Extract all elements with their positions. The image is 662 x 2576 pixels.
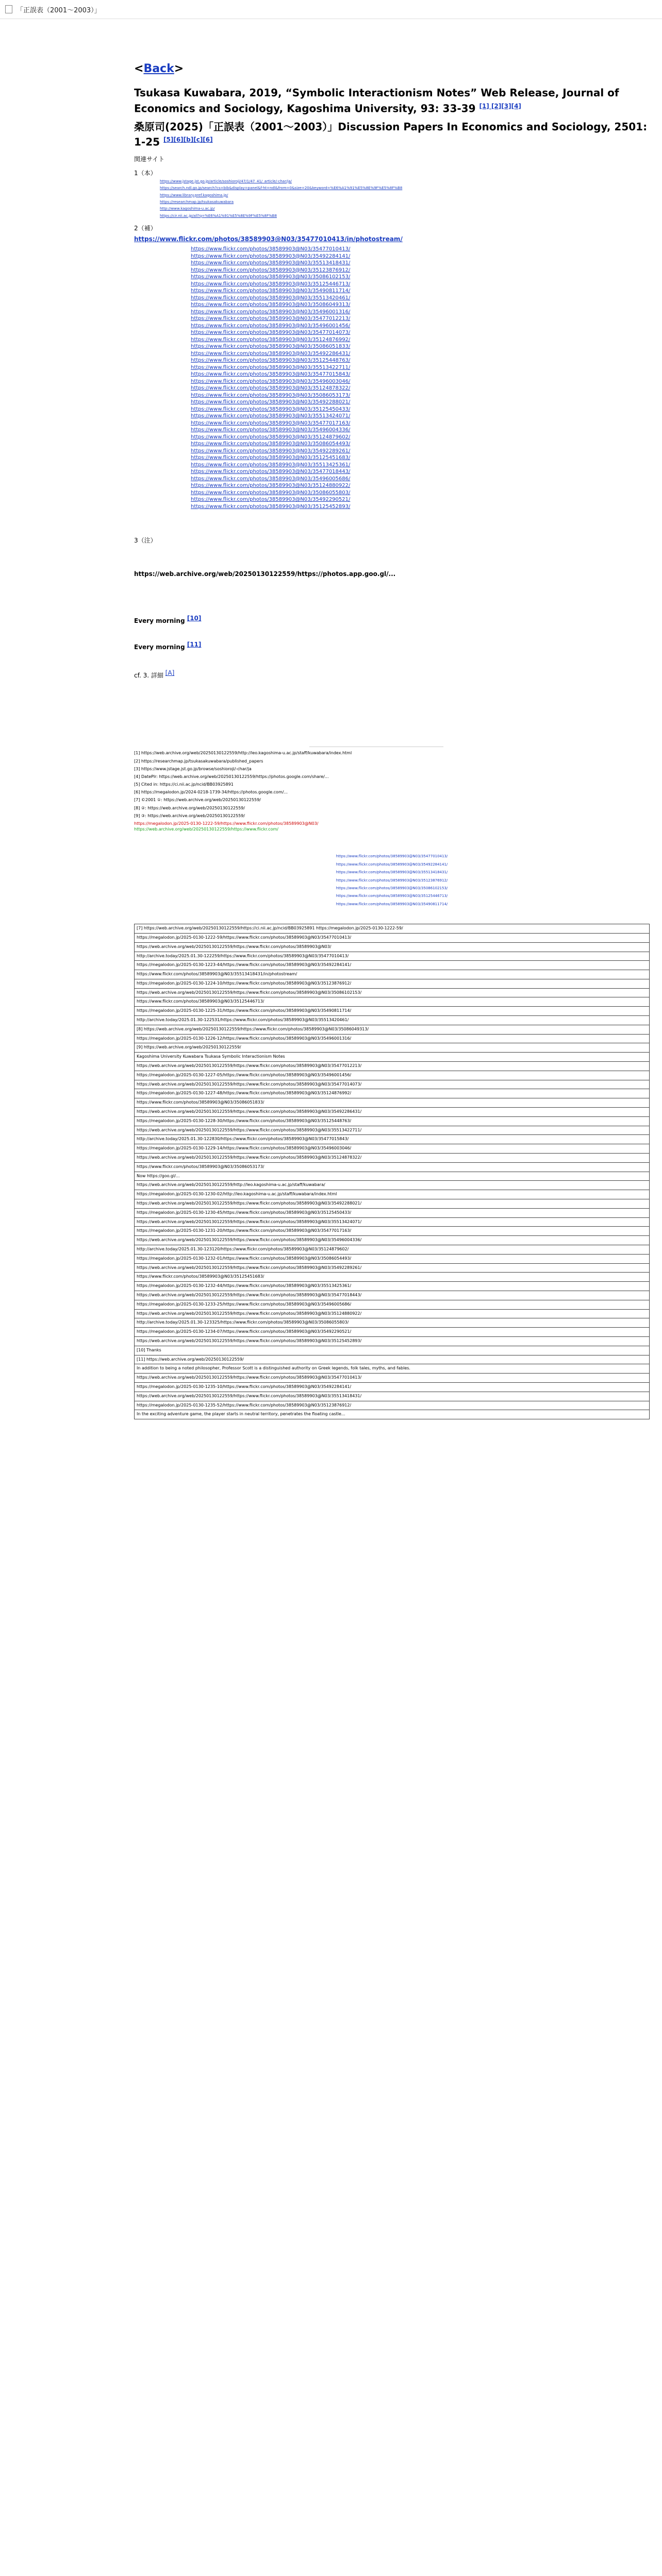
table-cell[interactable]: https://www.flickr.com/photos/38589903@N03/35086051833/ [135, 1098, 650, 1108]
table-row [135, 1217, 650, 1227]
table-row [135, 933, 650, 942]
table-row [135, 1172, 650, 1181]
table-row [135, 1410, 650, 1419]
flickr-item [191, 392, 650, 399]
table-row [135, 1071, 650, 1080]
flickr-item-link[interactable]: https://www.flickr.com/photos/38589903@N03/35086053173/ [191, 392, 351, 398]
flickr-item [191, 482, 650, 489]
table-row [135, 924, 650, 934]
flickr-item [191, 448, 650, 455]
table-cell[interactable]: https://web.archive.org/web/20250130122559/https://www.flickr.com/photos/38589903@N03/35513422711/ [135, 1126, 650, 1135]
reference-line[interactable]: [6] https://megalodon.jp/2024-0218-1739-34/https://photos.google.com/... [134, 790, 288, 795]
center-line[interactable]: https://www.flickr.com/photos/38589903@N03/35513418431/ [336, 870, 448, 875]
section-3-label: 3（注） [134, 537, 157, 545]
flickr-item [191, 434, 650, 441]
table-cell[interactable]: https://megalodon.jp/2025-0130-1232-01/https://www.flickr.com/photos/38589903@N03/35086054493/ [135, 1254, 650, 1263]
table-row [135, 979, 650, 988]
flickr-item-link[interactable]: https://www.flickr.com/photos/38589903@N03/35477018443/ [191, 469, 351, 475]
table-row [135, 1025, 650, 1034]
center-line[interactable]: https://www.flickr.com/photos/38589903@N03/35490811714/ [336, 902, 448, 906]
browser-tab-bar [0, 0, 662, 19]
reference-line[interactable]: [7] ©2001 ①: https://web.archive.org/web/20250130122559/ [134, 798, 261, 803]
table-row [135, 1080, 650, 1089]
flickr-item-link[interactable]: https://www.flickr.com/photos/38589903@N03/35477015843/ [191, 371, 351, 378]
table-cell[interactable]: https://web.archive.org/web/20250130122559/https://www.flickr.com/photos/38589903@N03/35124880922/ [135, 1309, 650, 1318]
table-row [135, 1108, 650, 1117]
table-cell[interactable]: https://web.archive.org/web/20250130122559/https://www.flickr.com/photos/38589903@N03/35477012213/ [135, 1062, 650, 1071]
flickr-item-link[interactable]: https://www.flickr.com/photos/38589903@N03/35513420461/ [191, 295, 351, 301]
table-cell[interactable]: https://megalodon.jp/2025-0130-1225-31/https://www.flickr.com/photos/38589903@N03/35490811714/ [135, 1007, 650, 1016]
section-2-label: 2（補） [134, 225, 157, 232]
table-cell[interactable]: https://megalodon.jp/2025-0130-1226-12/https://www.flickr.com/photos/38589903@N03/35496001316/ [135, 1034, 650, 1043]
table-cell[interactable]: http://archive.today/2025.01.30-122259/https://www.flickr.com/photos/38589903@N03/35477010413/ [135, 952, 650, 961]
center-line[interactable]: https://www.flickr.com/photos/38589903@N03/35125446713/ [336, 894, 448, 899]
table-row [135, 1089, 650, 1098]
flickr-item-link[interactable]: https://www.flickr.com/photos/38589903@N03/35490811714/ [191, 288, 351, 294]
archive-bold-line: https://web.archive.org/web/20250130122559/https://photos.app.goo.gl/... [134, 570, 396, 578]
table-cell[interactable]: [7] https://web.archive.org/web/20250130122559/https://ci.nii.ac.jp/ncid/BB03925891 https://megalodon.jp/2025-0130-1222-59/ [135, 924, 650, 934]
table-cell[interactable]: https://megalodon.jp/2025-0130-1222-59/https://www.flickr.com/photos/38589903@N03/35477010413/ [135, 933, 650, 942]
table-cell[interactable]: https://megalodon.jp/2025-0130-1227-48/https://www.flickr.com/photos/38589903@N03/35124876992/ [135, 1089, 650, 1098]
table-row [135, 1254, 650, 1263]
table-cell[interactable]: http://archive.today/2025.01.30-122531/https://www.flickr.com/photos/38589903@N03/35513420461/ [135, 1016, 650, 1025]
flickr-item [191, 420, 650, 427]
table-row [135, 1208, 650, 1217]
table-cell[interactable]: https://web.archive.org/web/20250130122559/https://www.flickr.com/photos/38589903@N03/35513418431/ [135, 1392, 650, 1401]
table-cell[interactable]: https://web.archive.org/web/20250130122559/https://www.flickr.com/photos/38589903@N03/35492286431/ [135, 1108, 650, 1117]
table-cell[interactable]: https://web.archive.org/web/20250130122559/https://www.flickr.com/photos/38589903@N03/35492288021/ [135, 1199, 650, 1209]
flickr-item [191, 454, 650, 462]
table-cell[interactable]: https://web.archive.org/web/20250130122559/https://www.flickr.com/photos/38589903@N03/35513424071/ [135, 1217, 650, 1227]
table-cell[interactable]: https://web.archive.org/web/20250130122559/http://leo.kagoshima-u.ac.jp/staff/kuwabara/ [135, 1181, 650, 1190]
table-row [135, 1154, 650, 1163]
flickr-item-link[interactable]: https://www.flickr.com/photos/38589903@N03/35513424071/ [191, 413, 351, 419]
table-cell[interactable]: https://megalodon.jp/2025-0130-1234-07/https://www.flickr.com/photos/38589903@N03/35492290521/ [135, 1328, 650, 1337]
document-page [134, 19, 650, 1419]
flickr-item-link[interactable]: https://www.flickr.com/photos/38589903@N03/35125446713/ [191, 281, 351, 287]
table-row [135, 1318, 650, 1328]
green-reference-line: https://web.archive.org/web/20250130122559/https://www.flickr.com/ [134, 827, 278, 832]
table-row [135, 997, 650, 1007]
table-cell[interactable]: https://web.archive.org/web/20250130122559/https://www.flickr.com/photos/38589903@N03/35086102153/ [135, 988, 650, 997]
every-morning-1-ref[interactable]: [10] [187, 615, 202, 622]
table-cell[interactable]: https://web.archive.org/web/20250130122559/https://www.flickr.com/photos/38589903@N03/ [135, 942, 650, 952]
table-cell[interactable]: https://web.archive.org/web/20250130122559/https://www.flickr.com/photos/38589903@N03/35496004336/ [135, 1236, 650, 1245]
table-cell[interactable]: In addition to being a noted philosopher, Professor Scott is a distinguished authority on Greek legends, folk tales, myths, and fables. [135, 1364, 650, 1374]
reference-line[interactable]: [3] https://www.jstage.jst.go.jp/browse/soshioroji/-char/ja [134, 766, 252, 771]
flickr-item [191, 246, 650, 253]
title-english [134, 87, 650, 115]
table-cell[interactable]: Now https://goo.gl/... [135, 1172, 650, 1181]
section-1-item [160, 193, 449, 198]
table-row [135, 1346, 650, 1355]
flickr-item [191, 427, 650, 434]
flickr-item-link[interactable]: https://www.flickr.com/photos/38589903@N03/35124878322/ [191, 385, 351, 392]
flickr-item [191, 364, 650, 371]
center-line[interactable]: https://www.flickr.com/photos/38589903@N03/35477010413/ [336, 854, 448, 859]
flickr-item-link[interactable]: https://www.flickr.com/photos/38589903@N03/35086055803/ [191, 489, 351, 496]
section-1-item [160, 179, 449, 184]
flickr-item [191, 315, 650, 323]
flickr-item-link[interactable]: https://www.flickr.com/photos/38589903@N03/35492289261/ [191, 448, 351, 454]
table-cell[interactable]: https://web.archive.org/web/20250130122559/https://www.flickr.com/photos/38589903@N03/35477010413/ [135, 1374, 650, 1383]
table-cell[interactable]: https://megalodon.jp/2025-0130-1232-44/https://www.flickr.com/photos/38589903@N03/35513425361/ [135, 1282, 650, 1291]
flickr-item [191, 336, 650, 344]
reference-line[interactable]: [9] ③: https://web.archive.org/web/20250130122559/ [134, 813, 245, 818]
flickr-item [191, 462, 650, 469]
flickr-item [191, 343, 650, 350]
flickr-item-link[interactable]: https://www.flickr.com/photos/38589903@N03/35477010413/ [191, 246, 351, 252]
flickr-item-link[interactable]: https://www.flickr.com/photos/38589903@N03/35492284141/ [191, 253, 351, 259]
table-cell[interactable]: https://megalodon.jp/2025-0130-1223-44/https://www.flickr.com/photos/38589903@N03/35492284141/ [135, 961, 650, 970]
flickr-item [191, 301, 650, 309]
section-1-item [160, 200, 449, 205]
every-morning-2-text: Every morning [134, 643, 185, 651]
flickr-item-link[interactable]: https://www.flickr.com/photos/38589903@N03/35492286431/ [191, 350, 351, 357]
flickr-item [191, 323, 650, 330]
flickr-item-link[interactable]: https://www.flickr.com/photos/38589903@N03/35513418431/ [191, 260, 351, 266]
every-morning-1-text: Every morning [134, 617, 185, 625]
flickr-item-link[interactable]: https://www.flickr.com/photos/38589903@N03/35513422711/ [191, 364, 351, 370]
table-row [135, 1374, 650, 1383]
table-row [135, 1300, 650, 1309]
table-row [135, 1273, 650, 1282]
flickr-item-link[interactable]: https://www.flickr.com/photos/38589903@N03/35125448763/ [191, 358, 351, 364]
table-cell[interactable]: https://megalodon.jp/2025-0130-1229-14/https://www.flickr.com/photos/38589903@N03/35496003046/ [135, 1144, 650, 1154]
title-english-refs[interactable]: [1] [2][3][4] [479, 102, 521, 110]
section-1-item-link[interactable]: https://www.jstage.jst.go.jp/article/soshioroji/47/1/47_41/_article/-char/ja/ [160, 179, 292, 183]
table-row [135, 1098, 650, 1108]
title-japanese-text: 桑原司(2025)「正誤表（2001〜2003）」Discussion Papers In Economics and Sociology, 2501: 1-25 [134, 120, 648, 149]
table-row [135, 1263, 650, 1273]
flickr-item [191, 267, 650, 274]
flickr-item-link[interactable]: https://www.flickr.com/photos/38589903@N03/35086102153/ [191, 274, 351, 280]
table-row [135, 1062, 650, 1071]
flickr-item [191, 371, 650, 378]
center-line[interactable]: https://www.flickr.com/photos/38589903@N03/35123876912/ [336, 878, 448, 883]
section-1-item [160, 214, 449, 218]
table-cell[interactable]: https://web.archive.org/web/20250130122559/https://www.flickr.com/photos/38589903@N03/35477018443/ [135, 1291, 650, 1300]
flickr-item [191, 413, 650, 420]
table-cell[interactable]: https://megalodon.jp/2025-0130-1235-10/https://www.flickr.com/photos/38589903@N03/35492284141/ [135, 1382, 650, 1392]
table-cell[interactable]: https://www.flickr.com/photos/38589903@N03/35513418431/in/photostream/ [135, 970, 650, 979]
table-row [135, 1016, 650, 1025]
table-row [135, 1043, 650, 1053]
cf-line [134, 669, 650, 680]
flickr-item [191, 468, 650, 476]
table-cell[interactable]: http://archive.today/2025.01.30-123325/https://www.flickr.com/photos/38589903@N03/35086055803/ [135, 1318, 650, 1328]
flickr-item [191, 350, 650, 358]
flickr-item [191, 295, 650, 302]
table-cell[interactable]: https://megalodon.jp/2025-0130-1224-10/https://www.flickr.com/photos/38589903@N03/35123876912/ [135, 979, 650, 988]
flickr-item-link[interactable]: https://www.flickr.com/photos/38589903@N03/35513425361/ [191, 462, 351, 468]
table-cell[interactable]: https://web.archive.org/web/20250130122559/https://www.flickr.com/photos/38589903@N03/35125452893/ [135, 1336, 650, 1346]
table-row [135, 970, 650, 979]
flickr-item [191, 399, 650, 406]
table-cell[interactable]: https://www.flickr.com/photos/38589903@N03/35125446713/ [135, 997, 650, 1007]
flickr-item-link[interactable]: https://www.flickr.com/photos/38589903@N03/35496005686/ [191, 476, 351, 482]
section-1-item [160, 207, 449, 211]
table-cell[interactable]: In the exciting adventure game, the player starts in neutral territory, penetrates the floating castle... [135, 1410, 650, 1419]
flickr-item [191, 274, 650, 281]
flickr-item-link[interactable]: https://www.flickr.com/photos/38589903@N03/35124876992/ [191, 336, 351, 343]
section-1-link-list [134, 179, 449, 219]
table-row [135, 961, 650, 970]
flickr-item [191, 378, 650, 385]
cf-line-text: cf. 3. 詳細 [134, 672, 163, 680]
title-japanese [134, 121, 650, 149]
reference-line[interactable]: [4] DatePlr: https://web.archive.org/web/20250130122559/https://photos.google.com/share/... [134, 774, 329, 779]
cf-line-ref[interactable]: [A] [165, 669, 175, 677]
section-1-item-link[interactable]: https://search.ndl.go.jp/search?cs=bib&display=panel&f-ht=ndl&from=0&size=20&keyword=%E6%A1%91%E5%8E%9F%E5%8F%B8 [160, 186, 403, 191]
flickr-item-link[interactable]: https://www.flickr.com/photos/38589903@N03/35496004336/ [191, 427, 351, 433]
center-line[interactable]: https://www.flickr.com/photos/38589903@N03/35492284141/ [336, 862, 448, 867]
flickr-item [191, 489, 650, 497]
table-row [135, 1181, 650, 1190]
section-1-item-link[interactable]: http://www.kagoshima-u.ac.jp/ [160, 207, 215, 211]
flickr-item [191, 385, 650, 392]
flickr-item-link[interactable]: https://www.flickr.com/photos/38589903@N03/35123876912/ [191, 267, 351, 273]
table-row [135, 1034, 650, 1043]
every-morning-1 [134, 615, 650, 624]
flickr-item-link[interactable]: https://www.flickr.com/photos/38589903@N03/35086054493/ [191, 441, 351, 447]
back-link[interactable]: Back [143, 62, 174, 75]
flickr-item [191, 476, 650, 483]
table-cell[interactable]: [9] https://web.archive.org/web/20250130122559/ [135, 1043, 650, 1053]
flickr-head-line [134, 235, 650, 243]
table-cell[interactable]: https://megalodon.jp/2025-0130-1230-45/https://www.flickr.com/photos/38589903@N03/35125450433/ [135, 1208, 650, 1217]
table-cell[interactable]: [11] https://web.archive.org/web/20250130122559/ [135, 1355, 650, 1364]
table-cell[interactable]: https://web.archive.org/web/20250130122559/https://www.flickr.com/photos/38589903@N03/35124878322/ [135, 1154, 650, 1163]
flickr-head-link[interactable]: https://www.flickr.com/photos/38589903@N03/35477010413/in/photostream/ [134, 235, 403, 243]
flickr-item-link[interactable]: https://www.flickr.com/photos/38589903@N03/35496001316/ [191, 309, 351, 315]
table-row [135, 1382, 650, 1392]
flickr-item-link[interactable]: https://www.flickr.com/photos/38589903@N03/35086051833/ [191, 344, 351, 350]
table-row [135, 1328, 650, 1337]
table-row [135, 952, 650, 961]
reference-line[interactable]: [2] https://researchmap.jp/tsukasakuwabara/published_papers [134, 758, 263, 764]
reference-line[interactable]: [5] Cited in: https://ci.nii.ac.jp/ncid/BB03925891 [134, 782, 234, 787]
tab-title: 「正誤表（2001〜2003）」 [16, 6, 101, 14]
table-row [135, 1135, 650, 1144]
table-row [135, 1364, 650, 1374]
table-cell[interactable]: https://megalodon.jp/2025-0130-1227-05/https://www.flickr.com/photos/38589903@N03/35496001456/ [135, 1071, 650, 1080]
document-icon [5, 5, 12, 13]
section-1-label: 1（本） [134, 169, 157, 177]
table-row [135, 1007, 650, 1016]
table-row [135, 1245, 650, 1255]
section-1-item-link[interactable]: https://www.library.pref.kagoshima.jp/ [160, 193, 228, 197]
red-reference-line: https://megalodon.jp/2025-0130-1222-59/https://www.flickr.com/photos/38589903@N03/ [134, 821, 319, 826]
table-cell[interactable]: https://megalodon.jp/2025-0130-1230-02/http://leo.kagoshima-u.ac.jp/staff/kuwabara/index.html [135, 1190, 650, 1199]
table-cell[interactable]: https://web.archive.org/web/20250130122559/https://www.flickr.com/photos/38589903@N03/35492289261/ [135, 1263, 650, 1273]
flickr-item [191, 260, 650, 267]
table-cell[interactable]: https://megalodon.jp/2025-0130-1228-30/https://www.flickr.com/photos/38589903@N03/35125448763/ [135, 1116, 650, 1126]
table-row [135, 988, 650, 997]
table-row [135, 1144, 650, 1154]
flickr-item-link[interactable]: https://www.flickr.com/photos/38589903@N03/35477014073/ [191, 330, 351, 336]
reference-line[interactable]: [1] https://web.archive.org/web/20250130122559/http://leo.kagoshima-u.ac.jp/staff/kuwabara/index.html [134, 751, 352, 756]
table-cell[interactable]: [8] https://web.archive.org/web/20250130122559/https://www.flickr.com/photos/38589903@N03/35086049313/ [135, 1025, 650, 1034]
flickr-item [191, 503, 650, 511]
table-cell[interactable]: http://archive.today/2025.01.30-122830/https://www.flickr.com/photos/38589903@N03/35477015843/ [135, 1135, 650, 1144]
flickr-item-link[interactable]: https://www.flickr.com/photos/38589903@N03/35477017163/ [191, 420, 351, 426]
flickr-item [191, 357, 650, 364]
flickr-item-link[interactable]: https://www.flickr.com/photos/38589903@N03/35124879602/ [191, 434, 351, 440]
every-morning-2 [134, 641, 650, 651]
table-row [135, 1116, 650, 1126]
table-cell[interactable]: https://web.archive.org/web/20250130122559/https://www.flickr.com/photos/38589903@N03/35477014073/ [135, 1080, 650, 1089]
reference-table [134, 924, 650, 1419]
section-1-item [160, 186, 449, 191]
table-row [135, 1355, 650, 1364]
flickr-item-link[interactable]: https://www.flickr.com/photos/38589903@N03/35492288021/ [191, 399, 351, 405]
section-1-item-link[interactable]: https://researchmap.jp/tsukasakuwabara [160, 200, 234, 204]
table-cell[interactable]: https://megalodon.jp/2025-0130-1231-20/https://www.flickr.com/photos/38589903@N03/35477017163/ [135, 1227, 650, 1236]
flickr-item [191, 406, 650, 413]
back-link-container: <Back> [134, 62, 184, 75]
flickr-item-link[interactable]: https://www.flickr.com/photos/38589903@N03/35125450433/ [191, 406, 351, 412]
table-cell[interactable]: https://www.flickr.com/photos/38589903@N03/35086053173/ [135, 1162, 650, 1172]
flickr-item-link[interactable]: https://www.flickr.com/photos/38589903@N03/35125452893/ [191, 503, 351, 510]
table-cell[interactable]: http://archive.today/2025.01.30-123120/https://www.flickr.com/photos/38589903@N03/35124879602/ [135, 1245, 650, 1255]
flickr-item-link[interactable]: https://www.flickr.com/photos/38589903@N03/35492290521/ [191, 497, 351, 503]
flickr-item-link[interactable]: https://www.flickr.com/photos/38589903@N03/35496003046/ [191, 378, 351, 384]
flickr-item [191, 496, 650, 503]
flickr-item [191, 281, 650, 288]
table-row [135, 1126, 650, 1135]
title-english-text: Tsukasa Kuwabara, 2019, “Symbolic Interactionism Notes” Web Release, Journal of Economics and Sociology, Kagoshima University, 93: 33-39 [134, 87, 619, 115]
table-row [135, 1190, 650, 1199]
table-row [135, 1227, 650, 1236]
flickr-item-link[interactable]: https://www.flickr.com/photos/38589903@N03/35496001456/ [191, 323, 351, 329]
table-row [135, 1199, 650, 1209]
every-morning-2-ref[interactable]: [11] [187, 641, 202, 649]
table-row [135, 1309, 650, 1318]
title-japanese-refs[interactable]: [5][6][b][c][6] [163, 136, 213, 144]
flickr-item [191, 309, 650, 316]
reference-line[interactable]: [8] ②: https://web.archive.org/web/20250130122559/ [134, 805, 245, 810]
flickr-item [191, 253, 650, 260]
table-row [135, 1053, 650, 1062]
flickr-item-link[interactable]: https://www.flickr.com/photos/38589903@N03/35477012213/ [191, 316, 351, 322]
table-row [135, 1236, 650, 1245]
table-cell[interactable]: Kagoshima University Kuwabara Tsukasa Symbolic Interactionism Notes [135, 1053, 650, 1062]
flickr-item-link[interactable]: https://www.flickr.com/photos/38589903@N03/35124880922/ [191, 483, 351, 489]
table-row [135, 1336, 650, 1346]
table-cell[interactable]: https://www.flickr.com/photos/38589903@N03/35125451683/ [135, 1273, 650, 1282]
references-block [134, 750, 650, 819]
table-row [135, 1401, 650, 1410]
flickr-item [191, 440, 650, 448]
table-cell[interactable]: [10] Thanks [135, 1346, 650, 1355]
flickr-item [191, 287, 650, 295]
table-row [135, 1162, 650, 1172]
table-row [135, 1282, 650, 1291]
section-1-item-link[interactable]: https://cir.nii.ac.jp/all?q=%E6%A1%91%E5%8E%9F%E5%8F%B8 [160, 213, 277, 218]
flickr-link-list [134, 246, 650, 510]
flickr-item [191, 329, 650, 336]
center-line[interactable]: https://www.flickr.com/photos/38589903@N03/35086102153/ [336, 886, 448, 890]
table-row [135, 942, 650, 952]
centered-link-lines [134, 853, 650, 908]
flickr-item-link[interactable]: https://www.flickr.com/photos/38589903@N03/35125451683/ [191, 455, 351, 461]
table-cell[interactable]: https://megalodon.jp/2025-0130-1233-25/https://www.flickr.com/photos/38589903@N03/35496005686/ [135, 1300, 650, 1309]
table-row [135, 1392, 650, 1401]
flickr-item-link[interactable]: https://www.flickr.com/photos/38589903@N03/35086049313/ [191, 302, 351, 308]
section-related-label: 関連サイト [134, 155, 165, 163]
table-cell[interactable]: https://megalodon.jp/2025-0130-1235-52/https://www.flickr.com/photos/38589903@N03/35123876912/ [135, 1401, 650, 1410]
table-row [135, 1291, 650, 1300]
